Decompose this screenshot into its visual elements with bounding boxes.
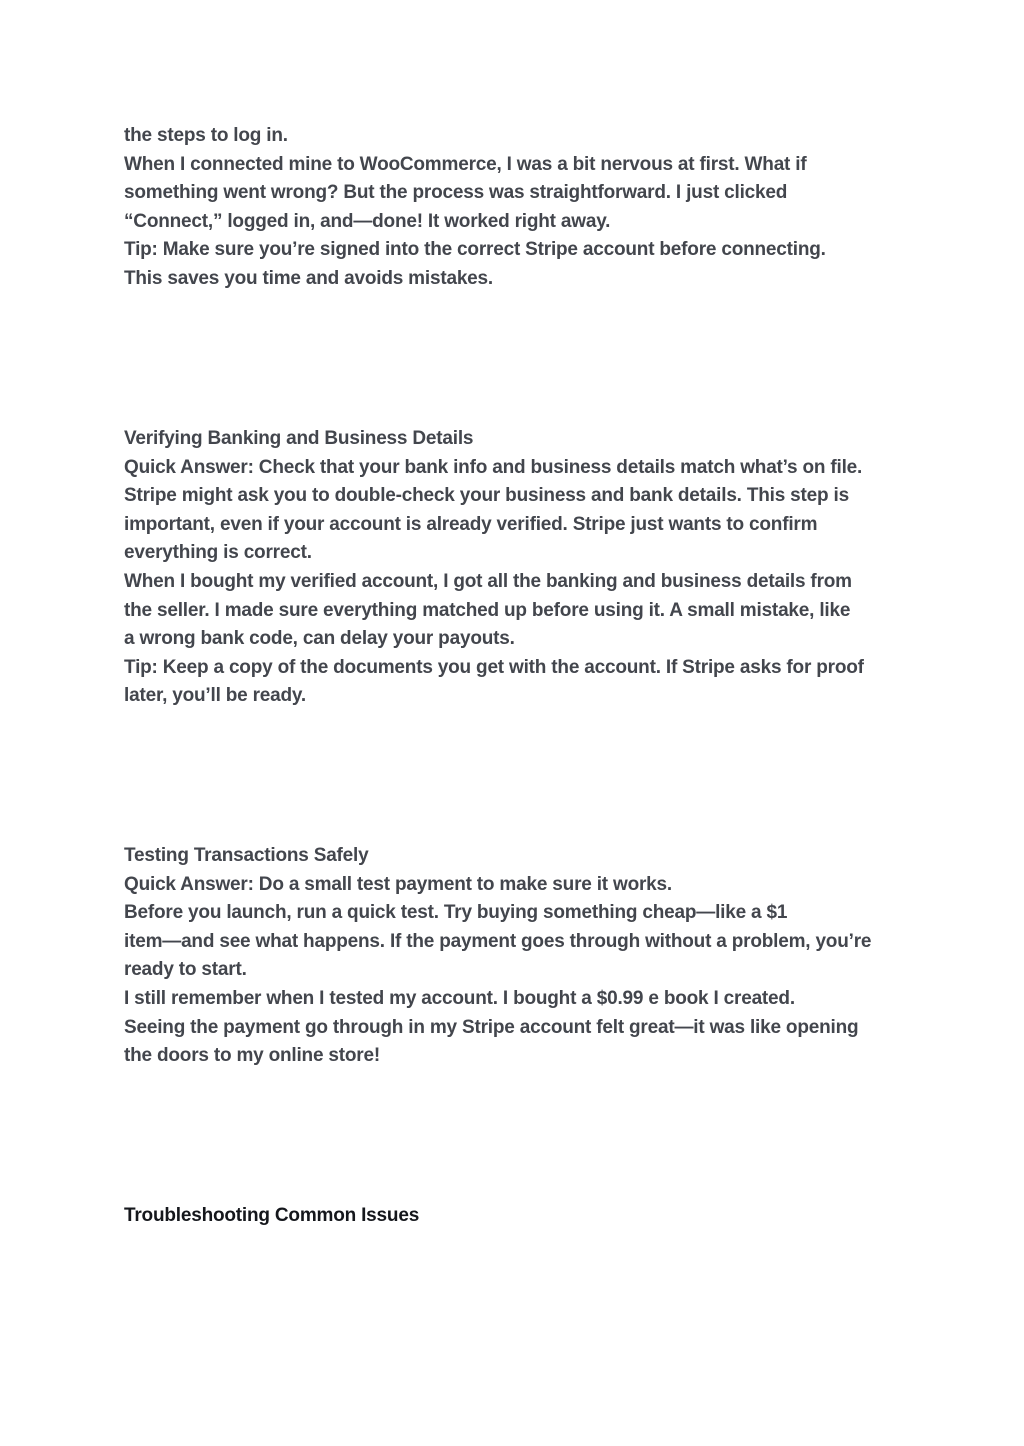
section-troubleshooting [124,1202,914,1231]
paragraph-line: Seeing the payment go through in my Stripe account felt great—it was like opening [124,1016,859,1038]
paragraph-line: item—and see what happens. If the payment goes through without a problem, you’re [124,930,872,952]
section-verifying-banking [124,425,914,711]
section-connecting-continued [124,122,914,294]
quick-answer-line: Quick Answer: Do a small test payment to make sure it works. [124,873,672,895]
paragraph-line: Before you launch, run a quick test. Try buying something cheap—like a $1 [124,902,788,924]
paragraph-line: Stripe might ask you to double-check your business and bank details. This step is [124,485,849,507]
section-heading: Verifying Banking and Business Details [124,428,474,449]
paragraph-line: When I connected mine to WooCommerce, I was a bit nervous at first. What if [124,153,807,175]
paragraph-line: I still remember when I tested my account. I bought a $0.99 e book I created. [124,987,795,1009]
tip-line: later, you’ll be ready. [124,685,306,707]
section-heading: Troubleshooting Common Issues [124,1205,420,1226]
paragraph-line: the seller. I made sure everything matched up before using it. A small mistake, like [124,599,851,621]
tip-line: Tip: Keep a copy of the documents you get with the account. If Stripe asks for proof [124,656,864,678]
paragraph-line: “Connect,” logged in, and—done! It worked right away. [124,210,611,232]
paragraph-line: a wrong bank code, can delay your payouts. [124,628,515,650]
paragraph-line: the steps to log in. [124,125,288,146]
section-heading: Testing Transactions Safely [124,845,369,866]
paragraph-line: the doors to my online store! [124,1045,380,1067]
paragraph-line: something went wrong? But the process was straightforward. I just clicked [124,182,788,204]
paragraph-line: ready to start. [124,959,247,981]
paragraph-line: important, even if your account is already verified. Stripe just wants to confirm [124,513,818,535]
paragraph-line: everything is correct. [124,542,312,564]
tip-line: This saves you time and avoids mistakes. [124,267,493,289]
paragraph-line: When I bought my verified account, I got all the banking and business details from [124,570,852,592]
section-testing-transactions [124,842,914,1071]
quick-answer-line: Quick Answer: Check that your bank info and business details match what’s on file. [124,456,863,478]
tip-line: Tip: Make sure you’re signed into the correct Stripe account before connecting. [124,239,826,261]
